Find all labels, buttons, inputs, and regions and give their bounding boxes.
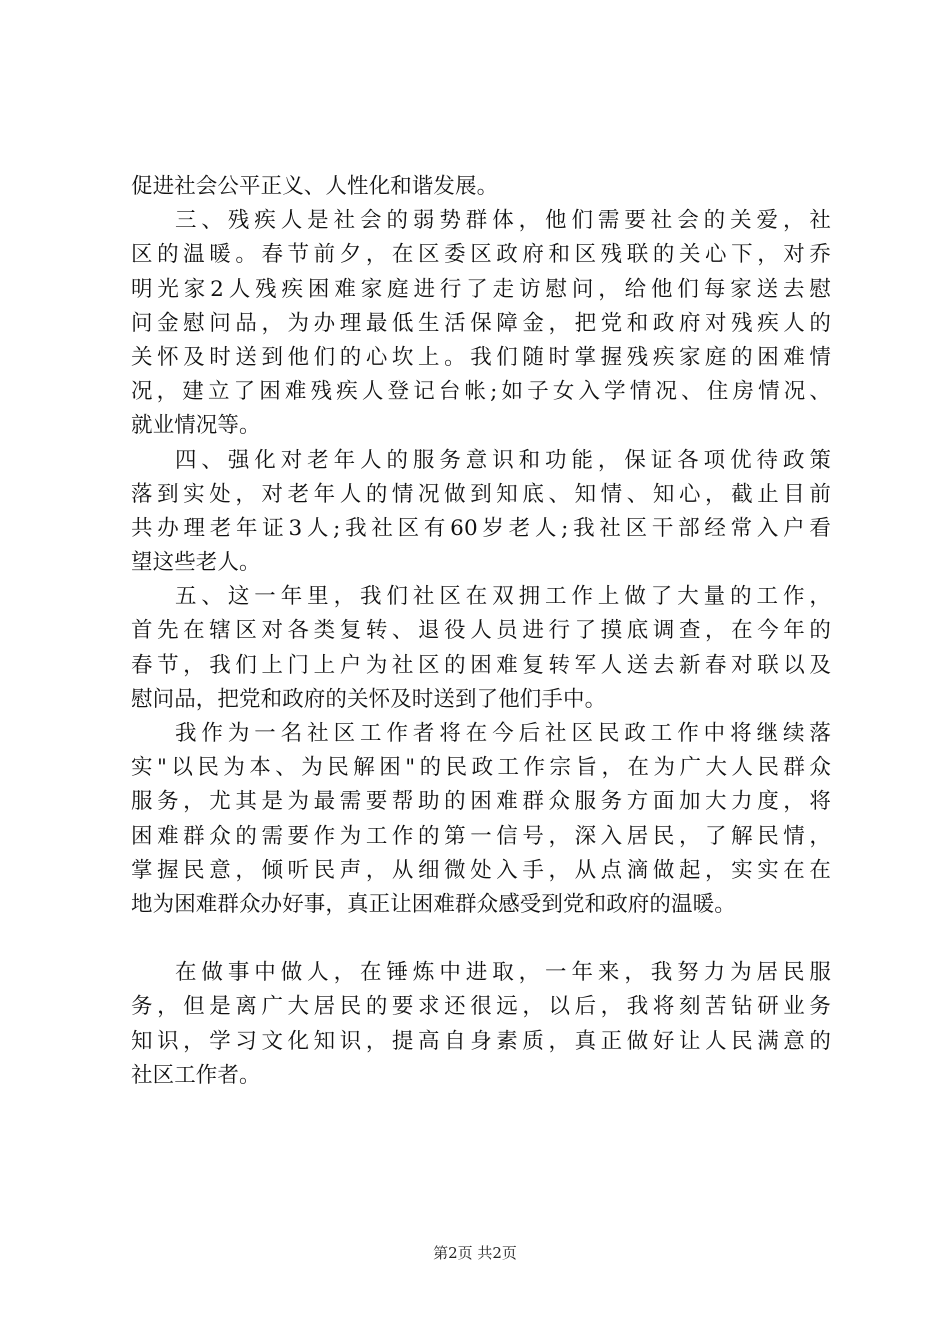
text-line: 地为困难群众办好事，真正让困难群众感受到党和政府的温暖。 [131,891,736,917]
text-line: 况，建立了困难残疾人登记台帐;如子女入学情况、住房情况、 [131,379,831,405]
text-line: 困难群众的需要作为工作的第一信号，深入居民，了解民情， [131,823,831,849]
text-line: 社区工作者。 [131,1062,261,1088]
text-line: 就业情况等。 [131,413,261,439]
paragraph-gap [131,922,831,956]
document-body [131,170,831,1093]
text-line: 五、这一年里，我们社区在双拥工作上做了大量的工作， [175,584,831,610]
text-line: 在做事中做人，在锤炼中进取，一年来，我努力为居民服 [175,960,831,986]
text-line: 问金慰问品，为办理最低生活保障金，把党和政府对残疾人的 [131,310,831,336]
page-footer: 第2页 共2页 [433,1244,517,1262]
text-line: 落到实处，对老年人的情况做到知底、知情、知心，截止目前 [131,481,831,507]
text-line: 知识，学习文化知识，提高自身素质，真正做好让人民满意的 [131,1028,831,1054]
text-line: 四、强化对老年人的服务意识和功能，保证各项优待政策 [175,447,831,473]
text-line: 我作为一名社区工作者将在今后社区民政工作中将继续落 [175,721,831,746]
text-line: 三、残疾人是社会的弱势群体，他们需要社会的关爱，社 [175,208,831,234]
text-line: 服务，尤其是为最需要帮助的困难群众服务方面加大力度，将 [131,789,831,815]
text-line: 望这些老人。 [131,550,261,576]
text-line: 春节，我们上门上户为社区的困难复转军人送去新春对联以及 [131,652,831,678]
closing-paragraph [131,956,831,1093]
text-line: 区的温暖。春节前夕，在区委区政府和区残联的关心下，对乔 [131,242,831,268]
text-line: 共办理老年证3人;我社区有60岁老人;我社区干部经常入户看 [131,515,831,541]
text-line: 实"以民为本、为民解困"的民政工作宗旨，在为广大人民群众 [131,755,831,781]
text-line: 掌握民意，倾听民声，从细微处入手，从点滴做起，实实在在 [131,857,831,883]
text-line: 首先在辖区对各类复转、退役人员进行了摸底调查，在今年的 [131,618,831,644]
text-line: 促进社会公平正义、人性化和谐发展。 [131,174,499,199]
body-paragraphs [131,170,831,922]
text-line: 明光家2人残疾困难家庭进行了走访慰问，给他们每家送去慰 [131,276,831,302]
text-line: 关怀及时送到他们的心坎上。我们随时掌握残疾家庭的困难情 [131,344,831,370]
text-line: 慰问品，把党和政府的关怀及时送到了他们手中。 [131,686,607,712]
text-line: 务，但是离广大居民的要求还很远，以后，我将刻苦钻研业务 [131,994,831,1020]
